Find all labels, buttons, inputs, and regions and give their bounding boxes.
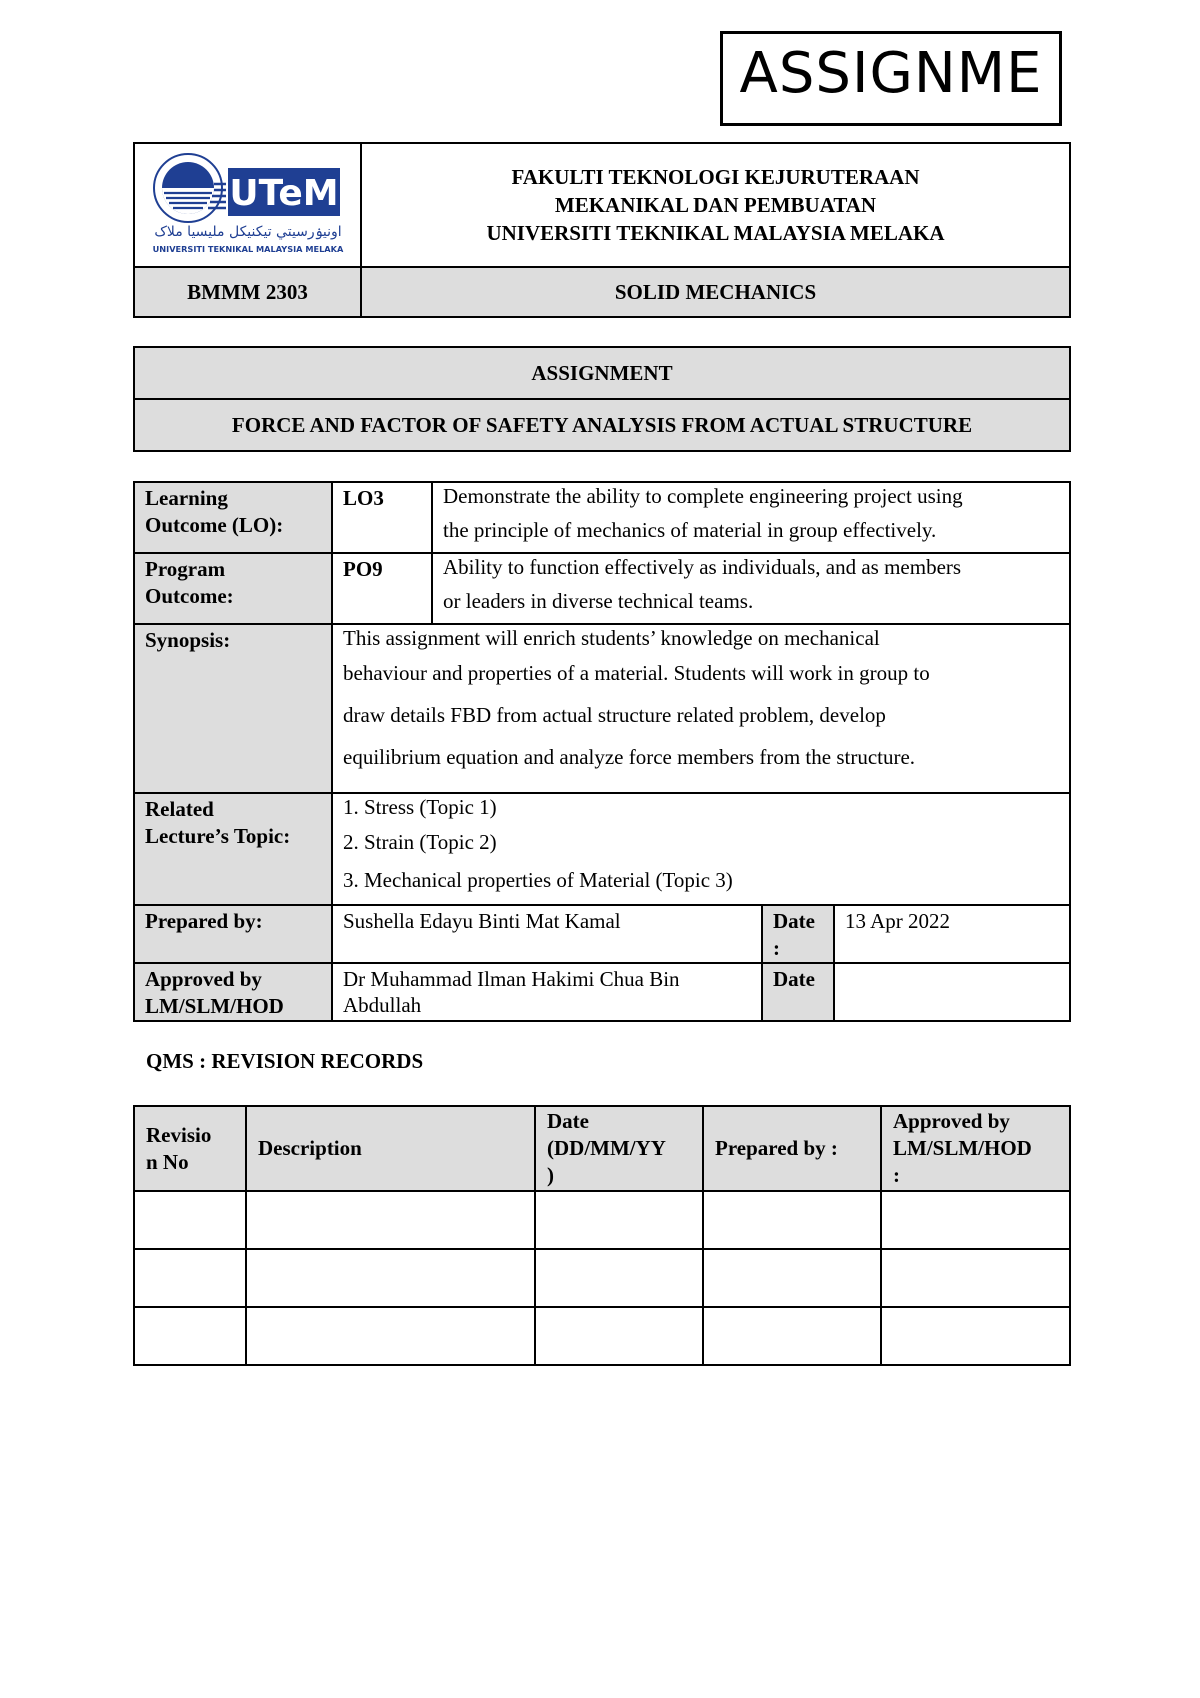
table-cell — [246, 1191, 535, 1249]
po-label-1: Program — [145, 557, 226, 581]
assignment-label: ASSIGNMENT — [134, 347, 1070, 399]
prepared-name: Sushella Edayu Binti Mat Kamal — [332, 905, 762, 963]
po-description — [432, 553, 1070, 624]
qms-title: QMS : REVISION RECORDS — [146, 1049, 424, 1073]
topics-label-2: Lecture’s Topic: — [145, 824, 291, 848]
faculty-cell — [361, 143, 1070, 267]
approved-label-1: Approved by — [145, 967, 262, 991]
info-table — [133, 481, 1071, 1022]
po-label — [134, 553, 332, 624]
prepared-date-label-2: : — [773, 936, 780, 960]
table-row — [134, 1191, 1070, 1249]
rev-no-header-2: n No — [146, 1149, 189, 1174]
topic-item-2: 2. Strain (Topic 2) — [343, 830, 497, 854]
prepared-date: 13 Apr 2022 — [834, 905, 1070, 963]
lo-desc-1: Demonstrate the ability to complete engineering project using — [443, 484, 963, 508]
approved-date-label: Date — [762, 963, 834, 1021]
approved-label-2: LM/SLM/HOD — [145, 994, 284, 1018]
table-cell — [134, 1191, 246, 1249]
prepared-date-label-1: Date — [773, 909, 815, 933]
prepared-label: Prepared by: — [134, 905, 332, 963]
rev-approved-header-2: LM/SLM/HOD — [893, 1136, 1032, 1160]
faculty-line-2: MEKANIKAL DAN PEMBUATAN — [554, 193, 877, 217]
po-desc-1: Ability to function effectively as individuals, and as members — [443, 555, 962, 579]
synopsis-text — [332, 624, 1070, 793]
table-cell — [246, 1249, 535, 1307]
table-cell — [246, 1307, 535, 1365]
topics-label-1: Related — [145, 797, 214, 821]
header-table — [133, 142, 1071, 318]
rev-approved-header-1: Approved by — [893, 1109, 1010, 1133]
rev-approved-header-3: : — [893, 1163, 900, 1187]
lo-desc-2: the principle of mechanics of material in group effectively. — [443, 518, 937, 542]
approved-name-1: Dr Muhammad Ilman Hakimi Chua Bin — [343, 967, 680, 991]
faculty-line-1: FAKULTI TEKNOLOGI KEJURUTERAAN — [511, 165, 920, 189]
table-cell — [881, 1249, 1070, 1307]
topics-list — [332, 793, 1070, 905]
table-cell — [881, 1307, 1070, 1365]
topics-label — [134, 793, 332, 905]
lo-label-1: Learning — [145, 486, 228, 510]
approved-date — [834, 963, 1070, 1021]
synopsis-line-2: behaviour and properties of a material. Students will work in group to — [343, 661, 930, 685]
title-table — [133, 346, 1071, 452]
table-cell — [881, 1191, 1070, 1249]
synopsis-label: Synopsis: — [134, 624, 332, 793]
rev-description-header: Description — [246, 1106, 535, 1191]
table-cell — [535, 1191, 703, 1249]
table-cell — [134, 1307, 246, 1365]
lo-label — [134, 482, 332, 553]
table-row — [134, 1307, 1070, 1365]
assignment-stamp — [720, 31, 1062, 126]
course-code: BMMM 2303 — [134, 267, 361, 317]
synopsis-line-1: This assignment will enrich students’ knowledge on mechanical — [343, 626, 880, 650]
table-cell — [535, 1307, 703, 1365]
rev-date-header-2: (DD/MM/YY — [547, 1136, 666, 1160]
topic-item-1: 1. Stress (Topic 1) — [343, 795, 497, 819]
rev-no-header — [134, 1106, 246, 1191]
rev-approved-header — [881, 1106, 1070, 1191]
rev-date-header-3: ) — [547, 1163, 554, 1187]
po-label-2: Outcome: — [145, 584, 234, 608]
assignment-stamp-text: ASSIGNME — [739, 41, 1043, 106]
prepared-date-label — [762, 905, 834, 963]
rev-no-header-1: Revisio — [146, 1122, 212, 1147]
logo-cell — [134, 143, 361, 267]
table-cell — [703, 1307, 881, 1365]
logo-utem-text: UTeM — [228, 172, 339, 214]
assignment-subject: FORCE AND FACTOR OF SAFETY ANALYSIS FROM ACTUAL STRUCTURE — [134, 399, 1070, 451]
table-row — [134, 1249, 1070, 1307]
topic-item-3: 3. Mechanical properties of Material (Topic 3) — [343, 868, 733, 892]
lo-code: LO3 — [332, 482, 432, 553]
faculty-line-3: UNIVERSITI TEKNIKAL MALAYSIA MELAKA — [486, 221, 945, 245]
table-cell — [134, 1249, 246, 1307]
approved-name — [332, 963, 762, 1021]
lo-description — [432, 482, 1070, 553]
approved-name-2: Abdullah — [343, 993, 422, 1017]
synopsis-line-4: equilibrium equation and analyze force members from the structure. — [343, 745, 916, 769]
logo-jawi-text: اونيۏرسيتي تيكنيكل مليسيا ملاک — [153, 223, 342, 240]
table-cell — [703, 1191, 881, 1249]
rev-date-header — [535, 1106, 703, 1191]
approved-label — [134, 963, 332, 1021]
lo-label-2: Outcome (LO): — [145, 513, 284, 537]
table-cell — [703, 1249, 881, 1307]
utem-logo — [148, 148, 348, 258]
course-name: SOLID MECHANICS — [361, 267, 1070, 317]
po-desc-2: or leaders in diverse technical teams. — [443, 589, 754, 613]
synopsis-line-3: draw details FBD from actual structure related problem, develop — [343, 703, 886, 727]
revision-table — [133, 1105, 1071, 1366]
rev-prepared-header: Prepared by : — [703, 1106, 881, 1191]
logo-university-text: UNIVERSITI TEKNIKAL MALAYSIA MELAKA — [152, 243, 343, 254]
table-cell — [535, 1249, 703, 1307]
rev-date-header-1: Date — [547, 1109, 589, 1133]
po-code: PO9 — [332, 553, 432, 624]
